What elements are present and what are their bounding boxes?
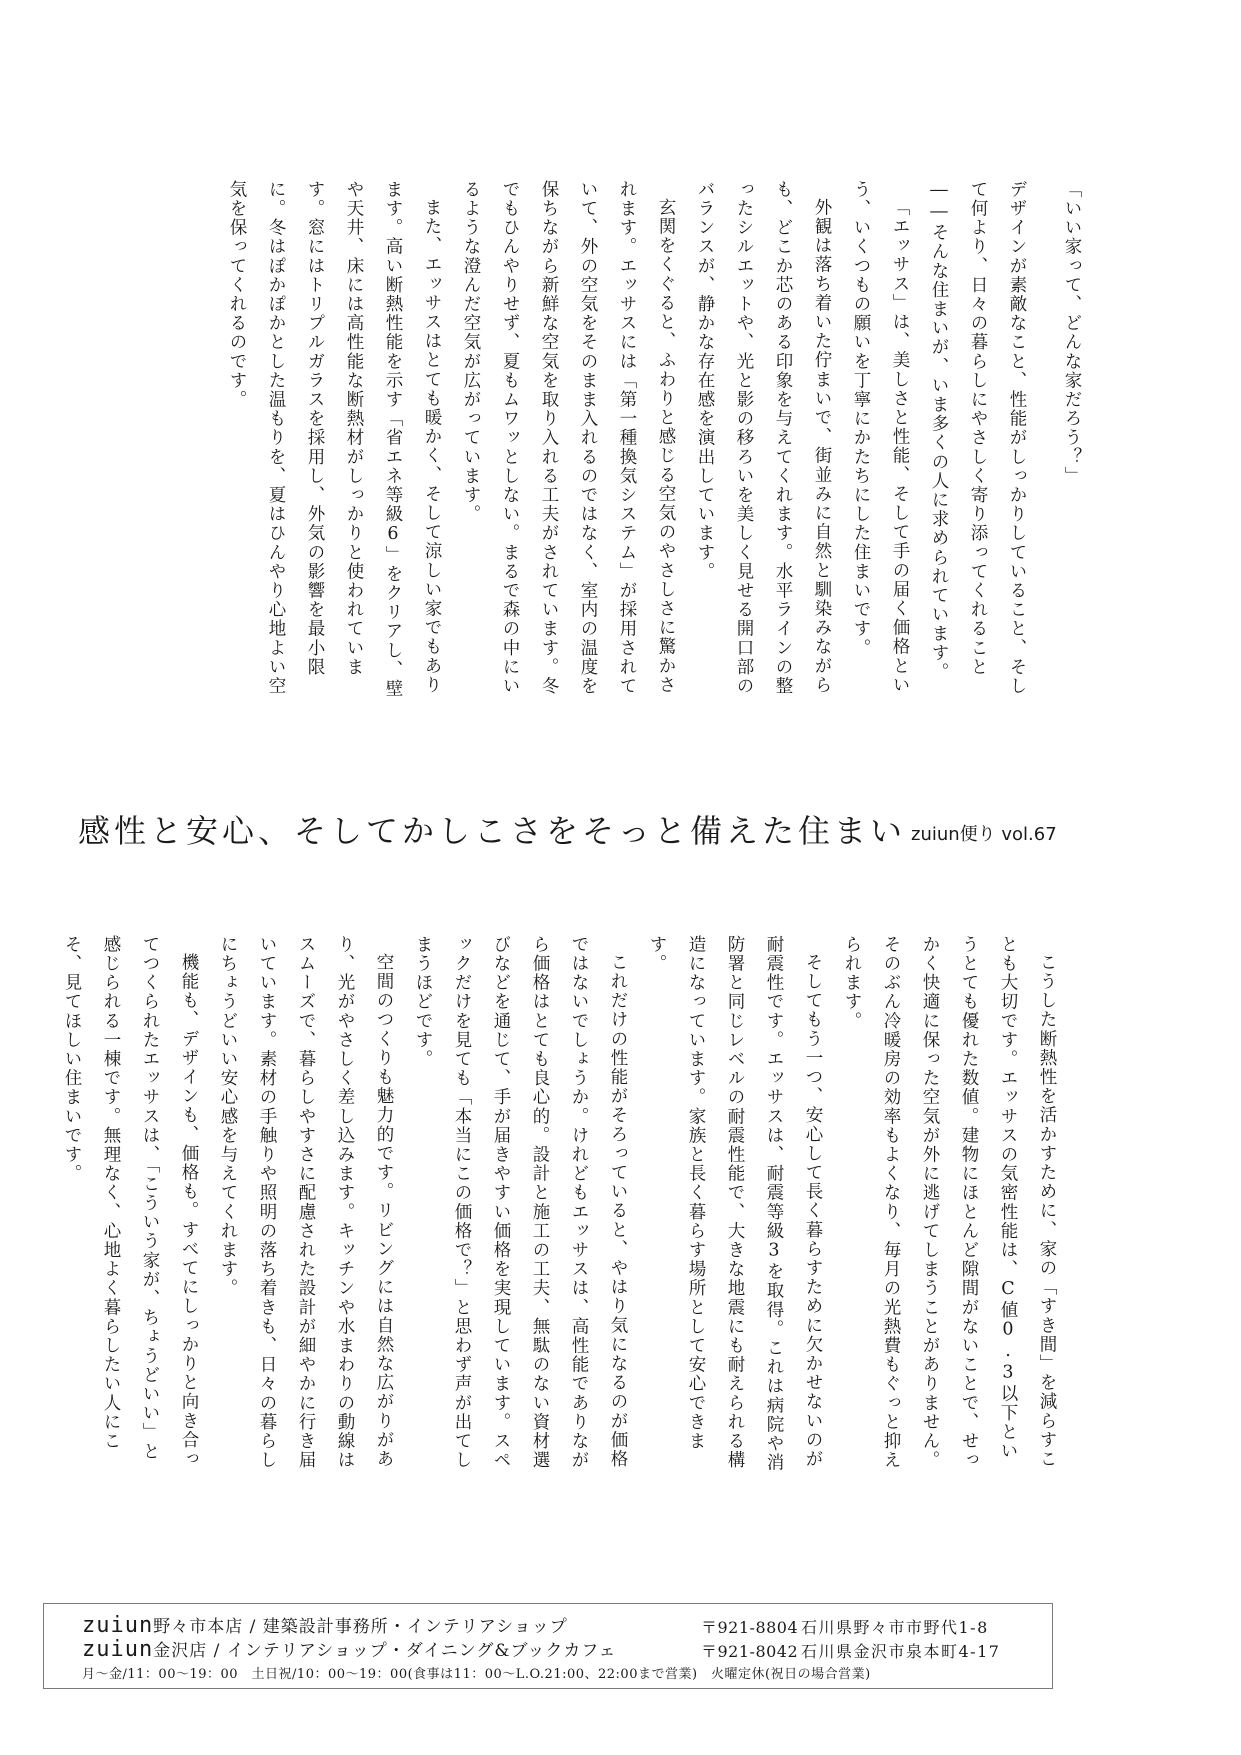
- title-row: [78, 806, 1178, 856]
- lower-paragraph-3: これだけの性能がそろっていると、やはり気になるのが価格ではないでしょうか。けれどもエッサスは、高性能でありながら価格はとても良心的。設計と施工の工夫、無駄のない資材選びなどを通じて、手が届きやすい価格を実現しています。スペックだけを見ても「本当にこの価格で？」と思わず声が出てしまうほどです。: [413, 935, 628, 1470]
- store-line-nonoichi: [82, 1612, 568, 1638]
- store-zip: 〒921-8042: [701, 1642, 799, 1661]
- issue-label: zuiun便り vol.67: [911, 824, 1057, 845]
- lower-paragraph-1: こうした断熱性を活かすために、家の「すき間」を減らすことも大切です。エッサスの気密性能は、C値0.3以下というとても優れた数値。建物にほとんど隙間がないことで、せっかく快適に保った空気が外に逃げてしまうことがありません。そのぶん冷暖房の効率もよくなり、毎月の光熱費もぐっと抑えられます。: [842, 935, 1057, 1470]
- upper-paragraph-1: デザインが素敵なこと、性能がしっかりしていること、そして何より、日々の暮らしにやさしく寄り添ってくれること――そんな住まいが、いま多くの人に求められています。: [929, 180, 1027, 696]
- page-title: 感性と安心、そしてかしこさをそっと備えた住まい: [78, 812, 907, 850]
- upper-paragraph-3: 外観は落ち着いた佇まいで、街並みに自然と馴染みながらも、どこか芯のある印象を与えてくれます。水平ラインの整ったシルエットや、光と影の移ろいを美しく見せる開口部のバランスが、静かな存在感を演出しています。: [695, 180, 832, 696]
- store-description: 金沢店 / インテリアショップ・ダイニング&ブックカフェ: [153, 1641, 617, 1661]
- store-info-box: [43, 1603, 1053, 1689]
- store-address: 石川県野々市市野代1-8: [801, 1618, 989, 1637]
- upper-paragraph-4: 玄関をくぐると、ふわりと感じる空気のやさしさに驚かされます。エッサスには「第一種換気システム」が採用されていて、外の空気をそのまま入れるのではなく、室内の温度を保ちながら新鮮な空気を取り入れる工夫がされています。冬でもひんやりせず、夏もムワッとしない。まるで森の中にいるような澄んだ空気が広がっています。: [461, 180, 676, 696]
- lower-article-body: [6, 935, 1066, 1475]
- upper-paragraph-5: また、エッサスはとても暖かく、そして涼しい家でもあります。高い断熱性能を示す「省エネ等級6」をクリアし、壁や天井、床には高性能な断熱材がしっかりと使われています。窓にはトリプルガラスを採用し、外気の影響を最小限に。冬はぽかぽかとした温もりを、夏はひんやり心地よい空気を保ってくれるのです。: [227, 180, 442, 699]
- store-brand: zuiun: [82, 1613, 154, 1638]
- lower-paragraph-4: 空間のつくりも魅力的です。リビングには自然な広がりがあり、光がやさしく差し込みます。キッチンや水まわりの動線はスムーズで、暮らしやすさに配慮された設計が細やかに行き届いています。素材の手触りや照明の落ち着きも、日々の暮らしにちょうどいい安心感を与えてくれます。: [218, 935, 394, 1470]
- upper-paragraph-2: 「エッサス」は、美しさと性能、そして手の届く価格という、いくつもの願いを丁寧にかたちにした住まいです。: [851, 180, 910, 695]
- lower-paragraph-5: 機能も、デザインも、価格も。すべてにしっかりと向き合ってつくられたエッサスは、「こういう家が、ちょうどいい」と感じられる一棟です。無理なく、心地よく暮らしたい人にこそ、見てほしい住まいです。: [62, 935, 199, 1469]
- store-brand: zuiun: [82, 1637, 154, 1662]
- business-hours: 月～金/11：00～19：00 土日祝/10：00～19：00(食事は11：00～L.O.21:00、22:00まで営業) 火曜定休(祝日の場合営業): [82, 1667, 871, 1682]
- lower-paragraph-2: そしてもう一つ、安心して長く暮らすために欠かせないのが耐震性です。エッサスは、耐震等級3を取得。これは病院や消防署と同じレベルの耐震性能で、大きな地震にも耐えられる構造になっています。家族と長く暮らす場所として安心できます。: [647, 935, 823, 1473]
- store-zip: 〒921-8804: [701, 1618, 799, 1637]
- store-line-kanazawa: [82, 1636, 616, 1662]
- store-address: 石川県金沢市泉本町4-17: [801, 1642, 1001, 1661]
- upper-article-body: [36, 180, 1036, 710]
- article-heading: 「いい家って、どんな家だろう？」: [1062, 180, 1082, 486]
- store-description: 野々市本店 / 建築設計事務所・インテリアショップ: [153, 1617, 568, 1637]
